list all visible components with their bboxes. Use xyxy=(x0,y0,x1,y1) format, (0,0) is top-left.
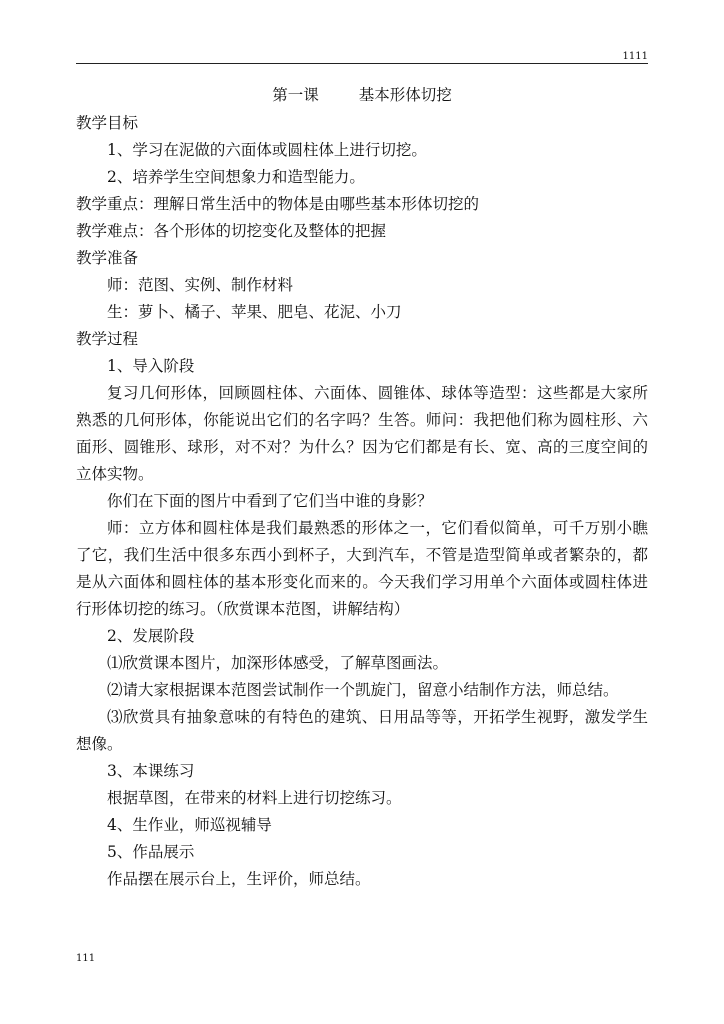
paragraph: 复习几何形体，回顾圆柱体、六面体、圆锥体、球体等造型：这些都是大家所熟悉的几何形体，你能说出它们的名字吗？生答。师问：我把他们称为圆柱形、六面形、圆锥形、球形，对不对？为什么？因为它们都是有长、宽、高的三度空间的立体实物。 xyxy=(76,384,648,483)
goals-heading: 教学目标 xyxy=(76,114,139,132)
lesson-title xyxy=(76,80,648,110)
key-point: 教学重点：理解日常生活中的物体是由哪些基本形体切挖的 xyxy=(76,195,480,213)
lesson-topic: 基本形体切挖 xyxy=(358,86,452,104)
prep-teacher: 师：范图、实例、制作材料 xyxy=(107,276,294,294)
sub-item: ⑴欣赏课本图片，加深形体感受，了解草图画法。 xyxy=(107,654,449,672)
sub-item: ⑶欣赏具有抽象意味的有特色的建筑、日用品等等，开拓学生视野，激发学生想像。 xyxy=(76,708,648,753)
prep-heading: 教学准备 xyxy=(76,249,139,267)
goal-item: 1、学习在泥做的六面体或圆柱体上进行切挖。 xyxy=(107,141,427,159)
footer-page-marker: 111 xyxy=(76,953,96,964)
header-page-marker: 1111 xyxy=(622,51,648,62)
document-body xyxy=(76,80,648,893)
step-heading: 3、本课练习 xyxy=(107,762,195,780)
goal-item: 2、培养学生空间想象力和造型能力。 xyxy=(107,168,365,186)
sub-item: ⑵请大家根据课本范图尝试制作一个凯旋门，留意小结制作方法，师总结。 xyxy=(107,681,619,699)
header-rule xyxy=(76,63,648,64)
exhibit-text: 作品摆在展示台上，生评价，师总结。 xyxy=(107,870,371,888)
step-heading: 4、生作业，师巡视辅导 xyxy=(107,816,272,834)
practice-text: 根据草图，在带来的材料上进行切挖练习。 xyxy=(107,789,402,807)
paragraph: 你们在下面的图片中看到了它们当中谁的身影？ xyxy=(107,492,433,510)
step-heading: 5、作品展示 xyxy=(107,843,195,861)
step-heading: 1、导入阶段 xyxy=(107,357,195,375)
paragraph: 师：立方体和圆柱体是我们最熟悉的形体之一，它们看似简单，可千万别小瞧了它，我们生活中很多东西小到杯子，大到汽车，不管是造型简单或者繁杂的，都是从六面体和圆柱体的基本形变化而来的。今天我们学习用单个六面体或圆柱体进行形体切挖的练习。（欣赏课本范图，讲解结构） xyxy=(76,519,648,618)
process-heading: 教学过程 xyxy=(76,330,139,348)
lesson-number: 第一课 xyxy=(272,86,319,104)
difficulty: 教学难点：各个形体的切挖变化及整体的把握 xyxy=(76,222,387,240)
step-heading: 2、发展阶段 xyxy=(107,627,195,645)
prep-student: 生：萝卜、橘子、苹果、肥皂、花泥、小刀 xyxy=(107,303,402,321)
